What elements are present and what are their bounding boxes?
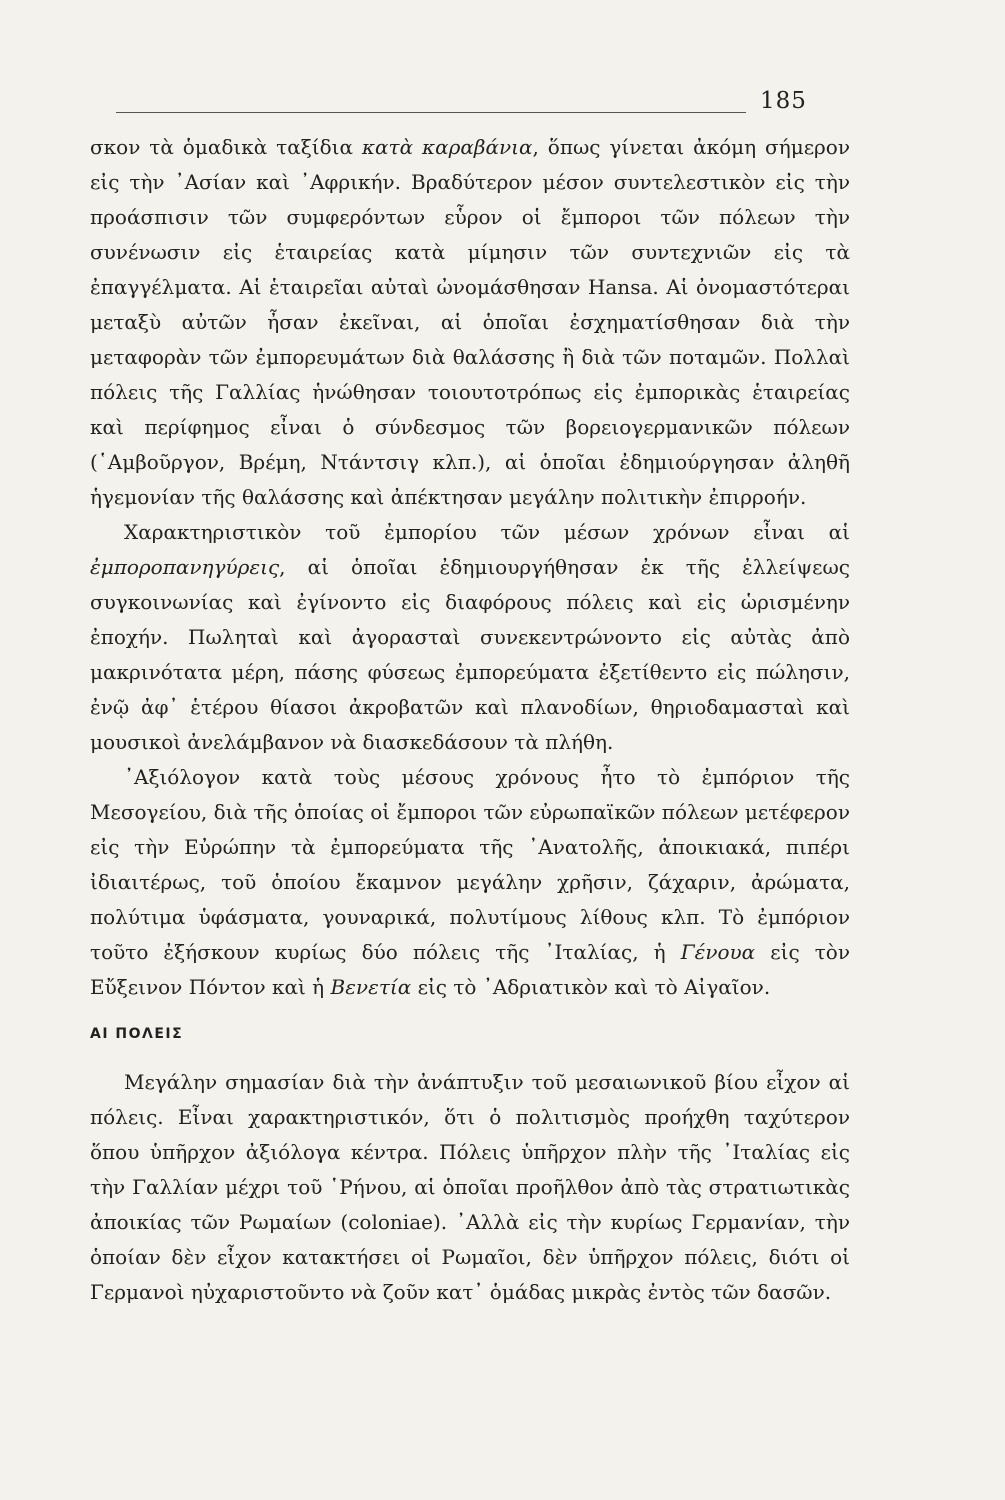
section-heading: ΑΙ ΠΟΛΕΙΣ (90, 1026, 184, 1042)
emphasis-fairs: ἐμποροπανηγύρεις (90, 555, 280, 579)
emphasis-venice: Βενετία (330, 975, 412, 999)
emphasis-caravans: κατὰ καραβάνια (361, 135, 533, 159)
paragraph-3: ᾿Αξιόλογον κατὰ τοὺς μέσους χρόνους ἦτο τὸ ἐμπόριον τῆς Μεσογείου, διὰ τῆς ὁποίας οἱ ἔμποροι τῶν εὐρωπαϊκῶν πόλεων μετέφερον εἰς τὴν Εὐρώπην τὰ ἐμπορεύματα τῆς ᾿Ανατολῆς, ἀποικιακά, πιπέρι ἰδιαιτέρως, τοῦ ὁποίου ἔκαμνον μεγάλην χρῆσιν, ζάχαριν, ἀρώματα, πολύτιμα ὑφάσματα, γουναρικά, πολυτίμους λίθους κλπ. Τὸ ἐμπόριον τοῦτο ἐξήσκουν κυρίως δύο πόλεις τῆς ᾿Ιταλίας, ἡ Γένουα εἰς τὸν Εὔξεινον Πόντον καὶ ἡ Βενετία εἰς τὸ ᾿Αδριατικὸν καὶ τὸ Αἰγαῖον. (90, 765, 850, 999)
page-number: 185 (760, 88, 807, 114)
body-text (90, 130, 850, 1310)
paragraph-2: Χαρακτηριστικὸν τοῦ ἐμπορίου τῶν μέσων χρόνων εἶναι αἱ ἐμποροπανηγύρεις, αἱ ὁποῖαι ἐδημιουργήθησαν ἐκ τῆς ἐλλείψεως συγκοινωνίας καὶ ἐγίνοντο εἰς διαφόρους πόλεις καὶ εἰς ὡρισμένην ἐποχήν. Πωληταὶ καὶ ἀγορασταὶ συνεκεντρώνοντο εἰς αὐτὰς ἀπὸ μακρινότατα μέρη, πάσης φύσεως ἐμπορεύματα ἐξετίθεντο εἰς πώλησιν, ἐνῷ ἀφ᾿ ἑτέρου θίασοι ἀκροβατῶν καὶ πλανοδίων, θηριοδαμασταὶ καὶ μουσικοὶ ἀνελάμβανον νὰ διασκεδάσουν τὰ πλήθη. (90, 520, 850, 754)
paragraph-1: σκον τὰ ὁμαδικὰ ταξίδια κατὰ καραβάνια, ὅπως γίνεται ἀκόμη σήμερον εἰς τὴν ᾿Ασίαν καὶ ᾿Αφρικήν. Βραδύτερον μέσον συντελεστικὸν εἰς τὴν προάσπισιν τῶν συμφερόντων εὗρον οἱ ἔμποροι τῶν πόλεων τὴν συνένωσιν εἰς ἑταιρείας κατὰ μίμησιν τῶν συντεχνιῶν εἰς τὰ ἐπαγγέλματα. Αἱ ἑταιρεῖαι αὐταὶ ὠνομάσθησαν Hansa. Αἱ ὀνομαστότεραι μεταξὺ αὐτῶν ἦσαν ἐκεῖναι, αἱ ὁποῖαι ἐσχηματίσθησαν διὰ τὴν μεταφορὰν τῶν ἐμπορευμάτων διὰ θαλάσσης ἢ διὰ τῶν ποταμῶν. Πολλαὶ πόλεις τῆς Γαλλίας ἡνώθησαν τοιουτοτρόπως εἰς ἐμπορικὰς ἑταιρείας καὶ περίφημος εἶναι ὁ σύνδεσμος τῶν βορειογερμανικῶν πόλεων (῾Αμβοῦργον, Βρέμη, Ντάντσιγ κλπ.), αἱ ὁποῖαι ἐδημιούργησαν ἀληθῆ ἡγεμονίαν τῆς θαλάσσης καὶ ἀπέκτησαν μεγάλην πολιτικὴν ἐπιρροήν. (90, 135, 851, 509)
header-rule (116, 112, 746, 113)
emphasis-genoa: Γένουα (680, 940, 756, 964)
paragraph-4: Μεγάλην σημασίαν διὰ τὴν ἀνάπτυξιν τοῦ μεσαιωνικοῦ βίου εἶχον αἱ πόλεις. Εἶναι χαρακτηριστικόν, ὅτι ὁ πολιτισμὸς προήχθη ταχύτερον ὅπου ὑπῆρχον ἀξιόλογα κέντρα. Πόλεις ὑπῆρχον πλὴν τῆς ᾿Ιταλίας εἰς τὴν Γαλλίαν μέχρι τοῦ ῾Ρήνου, αἱ ὁποῖαι προῆλθον ἀπὸ τὰς στρατιωτικὰς ἀποικίας τῶν Ρωμαίων (coloniae). ᾿Αλλὰ εἰς τὴν κυρίως Γερμανίαν, τὴν ὁποίαν δὲν εἶχον κατακτήσει οἱ Ρωμαῖοι, δὲν ὑπῆρχον πόλεις, διότι οἱ Γερμανοὶ ηὐχαριστοῦντο νὰ ζοῦν κατ᾿ ὁμάδας μικρὰς ἐντὸς τῶν δασῶν. (90, 1070, 850, 1304)
